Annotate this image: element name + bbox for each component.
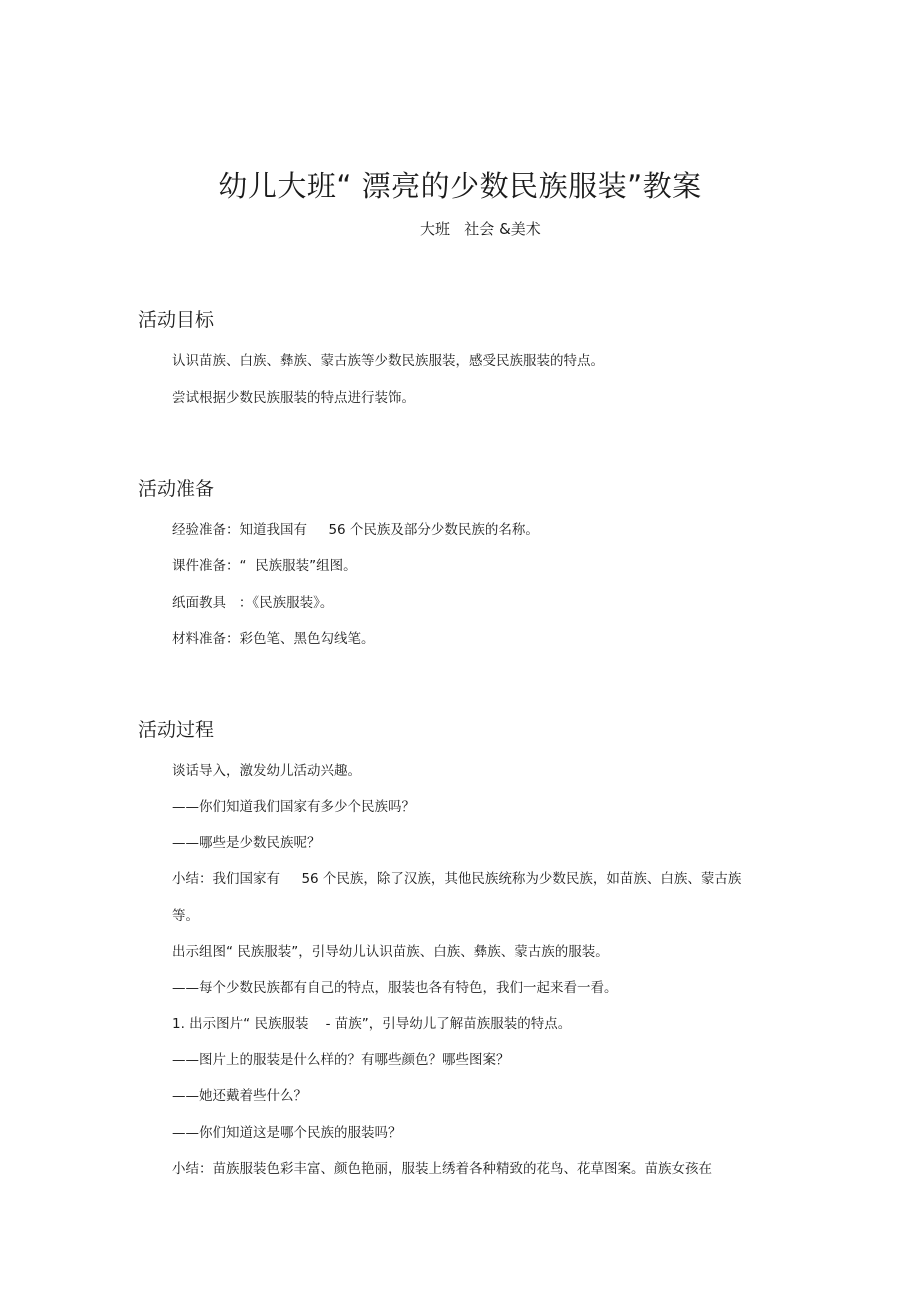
goals-line-1: 认识苗族、白族、彝族、蒙古族等少数民族服装，感受民族服装的特点。 <box>172 353 604 369</box>
section-heading-process: 活动过程 <box>138 719 215 741</box>
document-subtitle: 大班 社会 &美术 <box>420 220 541 238</box>
process-line-4: 小结：我们国家有 56 个民族，除了汉族，其他民族统称为少数民族，如苗族、白族、蒙古族 <box>172 871 742 887</box>
process-line-8: 1. 出示图片“ 民族服装 - 苗族”，引导幼儿了解苗族服装的特点。 <box>172 1016 572 1032</box>
goals-line-2: 尝试根据少数民族服装的特点进行装饰。 <box>172 390 415 406</box>
process-line-10: ——她还戴着些什么？ <box>172 1088 307 1104</box>
section-heading-goals: 活动目标 <box>138 309 215 331</box>
process-line-3: ——哪些是少数民族呢？ <box>172 835 321 851</box>
process-line-6: 出示组图“ 民族服装”，引导幼儿认识苗族、白族、彝族、蒙古族的服装。 <box>172 944 609 960</box>
preparation-line-4: 材料准备：彩色笔、黑色勾线笔。 <box>172 631 375 647</box>
process-line-11: ——你们知道这是哪个民族的服装吗？ <box>172 1125 402 1141</box>
process-line-1: 谈话导入，激发幼儿活动兴趣。 <box>172 763 361 779</box>
preparation-line-2: 课件准备：“ 民族服装”组图。 <box>172 558 357 574</box>
process-line-2: ——你们知道我们国家有多少个民族吗？ <box>172 799 415 815</box>
section-heading-preparation: 活动准备 <box>138 478 215 500</box>
process-line-9: ——图片上的服装是什么样的？有哪些颜色？哪些图案？ <box>172 1052 510 1068</box>
process-line-12: 小结：苗族服装色彩丰富、颜色艳丽，服装上绣着各种精致的花鸟、花草图案。苗族女孩在 <box>172 1161 712 1177</box>
document-title: 幼儿大班“ 漂亮的少数民族服装”教案 <box>218 169 702 203</box>
process-line-7: ——每个少数民族都有自己的特点，服装也各有特色，我们一起来看一看。 <box>172 980 618 996</box>
process-line-5: 等。 <box>172 908 199 924</box>
preparation-line-1: 经验准备：知道我国有 56 个民族及部分少数民族的名称。 <box>172 522 539 538</box>
preparation-line-3: 纸面教具 ：《民族服装》。 <box>172 595 334 611</box>
